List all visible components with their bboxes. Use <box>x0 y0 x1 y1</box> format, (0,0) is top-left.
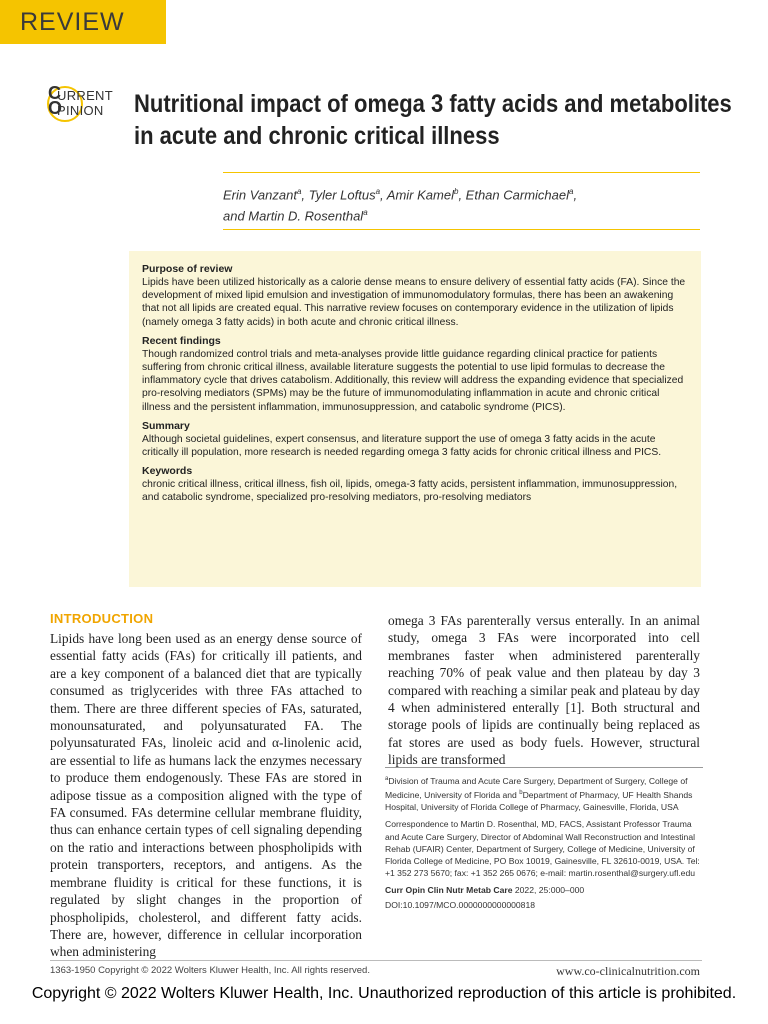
intro-right-column: omega 3 FAs parenterally versus enterally. In an animal study, omega 3 FAs were incorporated into cell membranes faster when administered parenterally reaching 70% of peak value and then plateau by day 3 compared with reaching a similar peak and plateau by day 4 when administered enterally [1]. Both structural and storage pools of lipids are continually being replaced as fat stores are used as body fuels. However, structural lipids are transformed <box>388 613 700 768</box>
abstract-box <box>129 251 701 587</box>
logo-initial-o: O <box>48 98 63 118</box>
footer-divider <box>50 960 702 961</box>
abstract-text-summary: Although societal guidelines, expert consensus, and literature support the use of omega 3 fatty acids in the acute critically ill population, more research is needed regarding omega 3 fatty acids for chronic critical illness and PICS. <box>142 433 662 459</box>
journal-website-link[interactable]: www.co-clinicalnutrition.com <box>556 964 700 978</box>
title-divider <box>223 172 700 173</box>
review-tab: REVIEW <box>0 0 166 44</box>
aff-b-text: Department of Pharmacy, UF Health Shands Hospital, University of Florida College of Pharmacy, Gainesville, Florida, USA <box>385 789 693 813</box>
logo-line1: URRENT C <box>48 83 113 103</box>
affiliation-note <box>385 773 703 813</box>
author-name: Tyler Loftus <box>308 187 376 203</box>
journal-citation <box>385 884 703 896</box>
logo-initial-c: C <box>48 83 62 103</box>
abstract-heading-summary: Summary <box>142 419 190 432</box>
author-separator: , <box>458 187 466 203</box>
intro-left-column: Lipids have long been used as an energy dense source of essential fatty acids (FAs) for critically ill patients, and are a key component of a balanced diet that are typically consumed as triglycerides with three FAs attached to them. There are three different species of FAs, saturated, monounsaturated, and polyunsaturated FA. The polyunsaturated FAs, linoleic acid and α-linolenic acid, are essential to life as humans lack the enzymes necessary to produce them endogenously. These FAs are stored in adipose tissue as a composition aligned with the type of FA consumed. FAs determine cellular membrane fluidity, thus can enhance certain types of cell signaling depending on the ratio and interactions between phospholipids with protein transporters, receptors, and antigens. As the membrane fluidity is critical for these functions, it is regulated by slight changes in the proportion of phospholipids, cholesterol, and different fatty acids. There are, however, difference in cellular incorporation when administering <box>50 631 362 960</box>
aff-sup-a: a <box>385 776 389 782</box>
abstract-text-keywords: chronic critical illness, critical illness, fish oil, lipids, omega-3 fatty acids, persistent inflammation, immunosuppression, and catabolic syndrome, specialized pro-resolving mediators, pro-resolving mediators <box>142 479 678 504</box>
current-opinion-logo <box>47 84 117 126</box>
authors-divider <box>223 229 700 230</box>
author-name: Amir Kamel <box>386 187 454 203</box>
author-affiliation: b <box>453 187 459 196</box>
author-separator: , <box>380 187 387 203</box>
author-name: Ethan Carmichael <box>465 187 569 203</box>
journal-volume: 2022, 25:000–000 <box>512 885 585 896</box>
abstract-heading-findings: Recent findings <box>142 334 221 347</box>
copyright-banner: Copyright © 2022 Wolters Kluwer Health, Inc. Unauthorized reproduction of this article is prohibited. <box>31 985 737 1002</box>
author-separator: , <box>301 187 309 203</box>
author-affiliation: a <box>363 208 368 218</box>
abstract-text-purpose: Lipids have been utilized historically as a calorie dense means to ensure delivery of essential fatty acids (FA). Since the development of mixed lipid emulsion and investigation of immunomodulatory formulas, there has been an awakening that not all lipids are created equal. This narrative review focuses on contemporary evidence in the utilization of lipids (namely omega 3 fatty acids) in both acute and chronic critical illness. <box>142 277 686 328</box>
aff-a-text: Division of Trauma and Acute Care Surgery, Department of Surgery, College of Medicine, University of Florida and <box>385 775 688 800</box>
author-name: Erin Vanzant <box>223 187 297 203</box>
author-affiliation: a <box>569 187 574 196</box>
article-title: Nutritional impact of omega 3 fatty acids and metabolites in acute and chronic critical illness <box>134 90 732 150</box>
author-name: and Martin D. Rosenthal <box>223 208 364 224</box>
correspondence-note: Correspondence to Martin D. Rosenthal, MD, FACS, Assistant Professor Trauma and Acute Care Surgery, Director of Abdominal Wall Reconstruction and Intestinal Rehab (UFAIR) Center, Department of Surgery, College of Medicine, University of Florida College of Medicine, PO Box 10019, Gainesville, FL 32610-0019, USA. Tel: +1 352 273 5670; fax: +1 352 265 0676; e-mail: martin.rosenthal@surgery.ufl.edu <box>385 819 700 879</box>
aff-sup-b: b <box>519 790 523 797</box>
author-affiliation: a <box>296 187 302 196</box>
introduction-heading: INTRODUCTION <box>50 611 154 626</box>
footnote-divider <box>385 767 703 768</box>
abstract-heading-keywords: Keywords <box>142 465 193 478</box>
abstract-text-findings: Though randomized control trials and meta-analyses provide little guidance regarding clinical practice for patients suffering from chronic critical illness, available literature suggests the potential to use lipid formulas to decrease the inflammatory cycle that drives catabolism. Additionally, this review will address the expanding evidence that specialized pro-resolving mediators (SPMs) may be the future of immunomodulating inflammation in acute and chronic critical illness and the persistent inflammation, immunosuppression, and catabolic syndrome (PICS). <box>142 348 684 413</box>
abstract-heading-purpose: Purpose of review <box>142 263 233 275</box>
doi[interactable]: DOI:10.1097/MCO.0000000000000818 <box>385 899 536 910</box>
footnote-block <box>385 773 703 916</box>
author-separator: , <box>573 187 578 203</box>
footer-copyright: 1363-1950 Copyright © 2022 Wolters Kluwer Health, Inc. All rights reserved. <box>50 965 370 976</box>
journal-name: Curr Opin Clin Nutr Metab Care <box>385 885 513 896</box>
logo-line2: PINION O <box>48 98 104 118</box>
author-list <box>223 183 703 226</box>
author-affiliation: a <box>375 187 381 196</box>
